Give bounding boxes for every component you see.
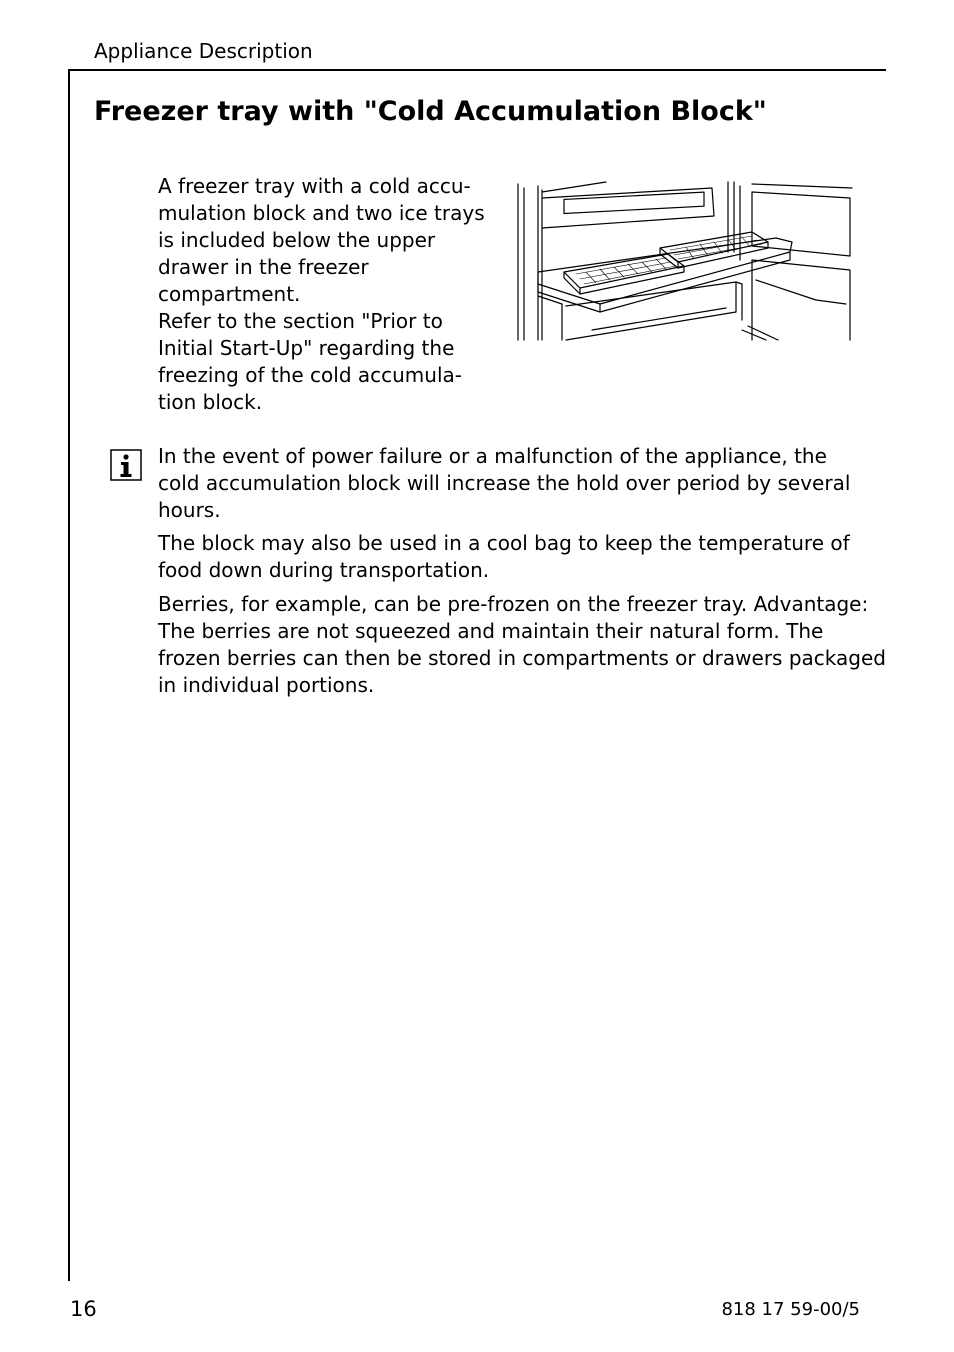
paragraph-line: frozen berries can then be stored in compartments or drawers packaged [158, 646, 886, 670]
paragraph-line: The berries are not squeezed and maintain their natural form. The [158, 619, 824, 643]
paragraph-line: in individual portions. [158, 673, 375, 697]
document-code: 818 17 59-00/5 [721, 1299, 860, 1320]
running-head: Appliance Description [94, 39, 313, 63]
intro-line: Initial Start-Up" regarding the [158, 336, 455, 360]
paragraph-power-failure [158, 443, 870, 524]
page-number: 16 [70, 1297, 97, 1321]
intro-line: drawer in the freezer [158, 255, 369, 279]
paragraph-cool-bag [158, 530, 870, 584]
margin-rule [68, 69, 70, 1281]
paragraph-berries [158, 591, 886, 699]
intro-line: is included below the upper [158, 228, 436, 252]
intro-text [158, 173, 498, 416]
paragraph-line: The block may also be used in a cool bag to keep the temperature of [158, 531, 850, 555]
intro-line: tion block. [158, 390, 263, 414]
info-icon [110, 449, 142, 481]
section-title: Freezer tray with "Cold Accumulation Block" [94, 96, 767, 127]
paragraph-line: food down during transportation. [158, 558, 490, 582]
paragraph-line: hours. [158, 498, 221, 522]
intro-line: Refer to the section "Prior to [158, 309, 443, 333]
paragraph-line: Berries, for example, can be pre-frozen on the freezer tray. Advantage: [158, 592, 869, 616]
intro-line: freezing of the cold accumula- [158, 363, 462, 387]
paragraph-line: cold accumulation block will increase the hold over period by several [158, 471, 851, 495]
intro-line: compartment. [158, 282, 301, 306]
header-rule [68, 69, 886, 71]
freezer-tray-illustration [516, 180, 854, 344]
intro-line: mulation block and two ice trays [158, 201, 485, 225]
intro-line: A freezer tray with a cold accu- [158, 174, 471, 198]
paragraph-line: In the event of power failure or a malfunction of the appliance, the [158, 444, 827, 468]
